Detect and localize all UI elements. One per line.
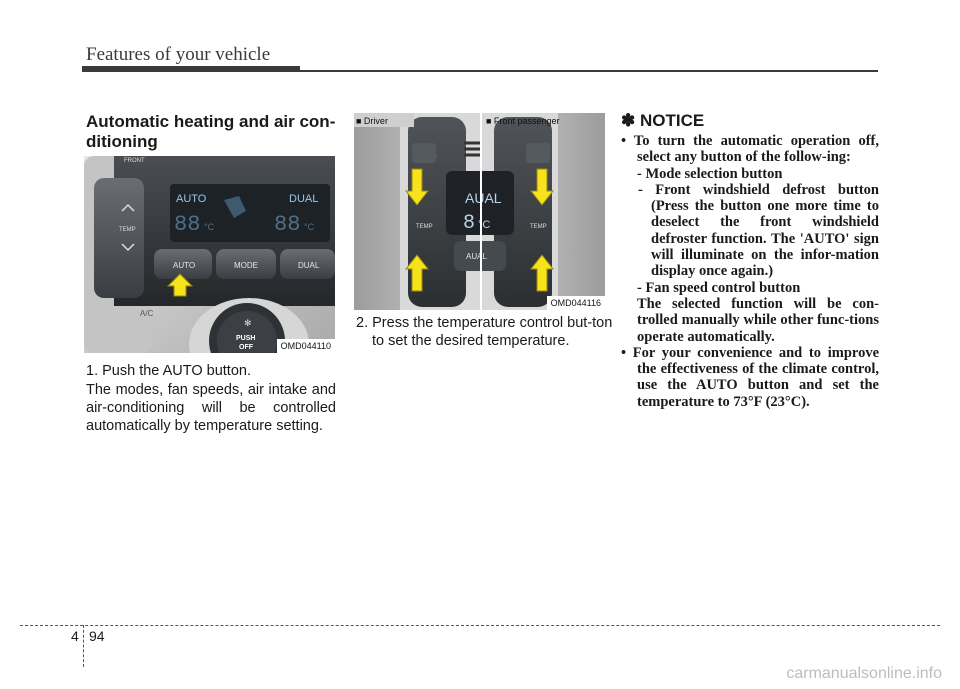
display-right-digits: 88 <box>274 212 301 237</box>
step-1-text: 1. Push the AUTO button. <box>86 363 251 379</box>
notice-title: ✽ NOTICE <box>621 111 705 130</box>
climate-panel-photo <box>84 156 335 353</box>
legend-front-passenger: ■ Front passenger <box>486 116 560 126</box>
auto-description: The modes, fan speeds, air intake and air-conditioning will be controlled automatically by temperature setting. <box>86 382 336 434</box>
notice-bullet-2: • For your convenience and to improve the effectiveness of the climate control, use the AUTO button and set the temperature to 73°F (23°C). <box>621 344 879 410</box>
step-2-body: Press the temperature control but-ton to set the desired temperature. <box>372 315 613 349</box>
front-defrost-icon <box>412 143 436 163</box>
svg-text:°C: °C <box>304 222 315 232</box>
temperature-panel-photo <box>354 113 605 310</box>
step-2-number: 2. <box>356 315 369 331</box>
display-auto-text: AUTO <box>176 193 207 205</box>
notice-sub-fan: - Fan speed control button <box>637 279 801 296</box>
header-rule-thin <box>300 70 878 72</box>
watermark-text: carmanualsonline.info <box>786 665 942 682</box>
section-heading: Automatic heating and air con-ditioning <box>86 112 336 151</box>
page-number: 94 <box>89 628 105 644</box>
page-header-title: Features of your vehicle <box>86 44 271 65</box>
front-label: FRONT <box>124 158 145 164</box>
auto-button-label: AUTO <box>173 261 196 270</box>
svg-text:OFF: OFF <box>239 344 253 351</box>
display-temp-digit: 8 <box>463 212 476 235</box>
rear-defrost-icon <box>526 143 550 163</box>
display-left-digits: 88 <box>174 212 201 237</box>
ac-label: A/C <box>140 309 154 318</box>
figure-code-2: OMD044116 <box>547 296 605 310</box>
svg-text:°C: °C <box>204 222 215 232</box>
legend-driver: ■ Driver <box>356 116 388 126</box>
fan-icon: ✻ <box>244 318 252 328</box>
notice-sub-manual: The selected function will be con-trolled manually while other func-tions operate automatically. <box>637 295 879 345</box>
dual-button-label: DUAL <box>298 261 320 270</box>
svg-text:PUSH: PUSH <box>236 335 256 342</box>
notice-box <box>621 111 879 410</box>
step-2-text <box>356 314 624 350</box>
aual-button-label: AUAL <box>466 252 487 261</box>
display-aual-text: AUAL <box>465 190 502 206</box>
footer-divider <box>83 625 84 667</box>
mode-button-label: MODE <box>234 261 258 270</box>
temperature-panel-illustration <box>354 113 605 310</box>
figure-code-1: OMD044110 <box>277 339 335 353</box>
footer-rule <box>20 625 940 626</box>
svg-text:°C: °C <box>478 219 491 231</box>
notice-sub-mode: - Mode selection button <box>637 165 783 182</box>
temp-label: TEMP <box>119 227 136 233</box>
header-rule-thick <box>82 66 300 72</box>
display-dual-text: DUAL <box>289 193 319 205</box>
temp-right-label: TEMP <box>530 224 547 230</box>
temp-left-label: TEMP <box>416 224 433 230</box>
notice-sub-defrost: - Front windshield defrost button (Press the button one more time to deselect the front windshield defroster function. The 'AUTO' sign will illuminate on the infor-mation display once again.) <box>638 181 879 280</box>
climate-panel-illustration <box>84 156 335 353</box>
chapter-number: 4 <box>71 628 79 644</box>
notice-bullet-1: • To turn the automatic operation off, select any button of the follow-ing: <box>621 133 879 166</box>
